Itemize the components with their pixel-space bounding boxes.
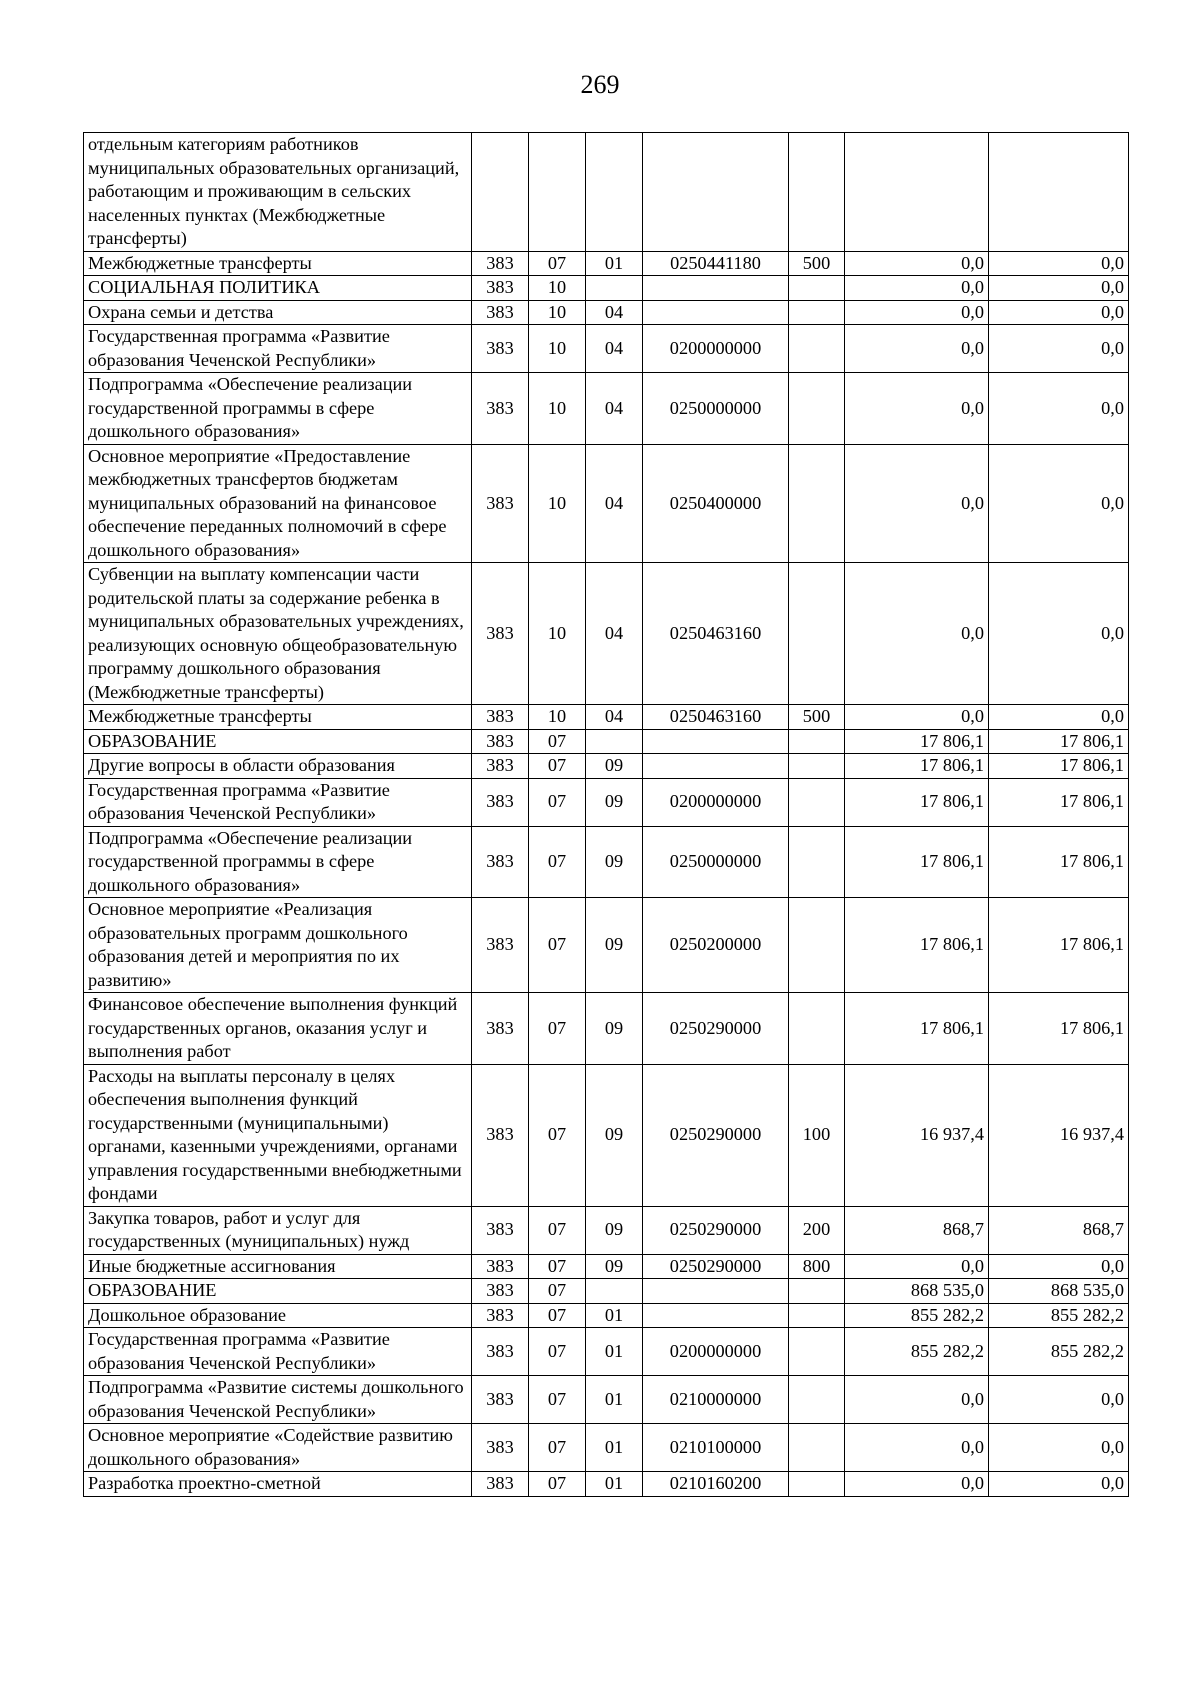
row-subsection-code: 01	[586, 1472, 643, 1497]
row-subsection-code	[586, 729, 643, 754]
row-expense-type-code	[789, 754, 845, 779]
row-amount-year-1: 17 806,1	[845, 754, 989, 779]
row-subsection-code: 04	[586, 563, 643, 705]
row-expense-type-code	[789, 444, 845, 563]
table-row	[84, 300, 1129, 325]
row-target-article-code: 0250463160	[643, 563, 789, 705]
row-subsection-code: 04	[586, 444, 643, 563]
row-amount-year-2: 16 937,4	[989, 1064, 1129, 1206]
row-section-code	[529, 133, 586, 252]
table-row	[84, 778, 1129, 826]
row-section-code: 07	[529, 1328, 586, 1376]
row-subsection-code: 01	[586, 251, 643, 276]
table-row	[84, 1376, 1129, 1424]
row-amount-year-2: 0,0	[989, 1472, 1129, 1497]
table-row	[84, 133, 1129, 252]
row-target-article-code	[643, 276, 789, 301]
table-row	[84, 754, 1129, 779]
row-section-code: 10	[529, 705, 586, 730]
row-department-code: 383	[472, 1279, 529, 1304]
row-expense-type-code	[789, 300, 845, 325]
row-amount-year-1: 0,0	[845, 1424, 989, 1472]
row-amount-year-1: 17 806,1	[845, 729, 989, 754]
row-expense-type-code	[789, 1279, 845, 1304]
row-subsection-code: 01	[586, 1376, 643, 1424]
row-expense-type-code	[789, 898, 845, 993]
row-department-code: 383	[472, 276, 529, 301]
row-department-code	[472, 133, 529, 252]
row-amount-year-2: 17 806,1	[989, 993, 1129, 1065]
row-department-code: 383	[472, 993, 529, 1065]
row-subsection-code: 09	[586, 993, 643, 1065]
row-amount-year-1: 0,0	[845, 251, 989, 276]
row-amount-year-2: 0,0	[989, 1424, 1129, 1472]
row-section-code: 10	[529, 444, 586, 563]
row-amount-year-2: 855 282,2	[989, 1328, 1129, 1376]
row-description: Основное мероприятие «Реализация образовательных программ дошкольного образования детей и мероприятия по их развитию»	[84, 898, 472, 993]
row-amount-year-2: 855 282,2	[989, 1303, 1129, 1328]
row-description: Основное мероприятие «Содействие развитию дошкольного образования»	[84, 1424, 472, 1472]
row-section-code: 07	[529, 778, 586, 826]
row-target-article-code: 0250463160	[643, 705, 789, 730]
table-row	[84, 1279, 1129, 1304]
row-amount-year-1: 0,0	[845, 1254, 989, 1279]
row-subsection-code: 09	[586, 826, 643, 898]
row-amount-year-1: 17 806,1	[845, 826, 989, 898]
row-target-article-code	[643, 300, 789, 325]
row-expense-type-code	[789, 1472, 845, 1497]
row-subsection-code: 09	[586, 754, 643, 779]
row-amount-year-2	[989, 133, 1129, 252]
row-department-code: 383	[472, 1424, 529, 1472]
row-amount-year-1: 868,7	[845, 1206, 989, 1254]
row-description: Подпрограмма «Обеспечение реализации государственной программы в сфере дошкольного образования»	[84, 826, 472, 898]
table-row	[84, 1064, 1129, 1206]
row-section-code: 07	[529, 1206, 586, 1254]
row-amount-year-1: 855 282,2	[845, 1328, 989, 1376]
row-description: Государственная программа «Развитие образования Чеченской Республики»	[84, 778, 472, 826]
row-target-article-code: 0250200000	[643, 898, 789, 993]
row-subsection-code: 04	[586, 705, 643, 730]
table-row	[84, 373, 1129, 445]
row-description: ОБРАЗОВАНИЕ	[84, 1279, 472, 1304]
row-expense-type-code	[789, 276, 845, 301]
row-section-code: 07	[529, 1254, 586, 1279]
row-description: Закупка товаров, работ и услуг для государственных (муниципальных) нужд	[84, 1206, 472, 1254]
row-amount-year-1: 0,0	[845, 300, 989, 325]
row-amount-year-2: 17 806,1	[989, 898, 1129, 993]
row-section-code: 07	[529, 754, 586, 779]
table-row	[84, 1254, 1129, 1279]
row-expense-type-code	[789, 325, 845, 373]
row-description: Дошкольное образование	[84, 1303, 472, 1328]
row-amount-year-2: 17 806,1	[989, 826, 1129, 898]
row-target-article-code	[643, 1279, 789, 1304]
row-description: Иные бюджетные ассигнования	[84, 1254, 472, 1279]
table-row	[84, 325, 1129, 373]
row-section-code: 10	[529, 276, 586, 301]
row-description: Межбюджетные трансферты	[84, 251, 472, 276]
row-department-code: 383	[472, 778, 529, 826]
row-section-code: 07	[529, 729, 586, 754]
row-section-code: 10	[529, 325, 586, 373]
row-amount-year-2: 0,0	[989, 705, 1129, 730]
row-expense-type-code: 100	[789, 1064, 845, 1206]
row-expense-type-code	[789, 993, 845, 1065]
table-row	[84, 898, 1129, 993]
row-description: Межбюджетные трансферты	[84, 705, 472, 730]
row-description: Подпрограмма «Обеспечение реализации государственной программы в сфере дошкольного образования»	[84, 373, 472, 445]
row-description: Субвенции на выплату компенсации части родительской платы за содержание ребенка в муниципальных образовательных учреждениях, реализующих основную общеобразовательную программу дошкольного образования (Межбюджетные трансферты)	[84, 563, 472, 705]
row-target-article-code: 0200000000	[643, 325, 789, 373]
row-department-code: 383	[472, 300, 529, 325]
row-expense-type-code	[789, 729, 845, 754]
row-subsection-code: 01	[586, 1328, 643, 1376]
row-amount-year-2: 0,0	[989, 1376, 1129, 1424]
row-target-article-code: 0210160200	[643, 1472, 789, 1497]
page-number: 269	[580, 70, 620, 99]
row-subsection-code: 09	[586, 1206, 643, 1254]
table-row	[84, 444, 1129, 563]
row-target-article-code: 0250400000	[643, 444, 789, 563]
row-expense-type-code	[789, 563, 845, 705]
row-subsection-code: 04	[586, 373, 643, 445]
row-subsection-code	[586, 1279, 643, 1304]
row-subsection-code: 09	[586, 1254, 643, 1279]
row-department-code: 383	[472, 1064, 529, 1206]
row-subsection-code: 09	[586, 1064, 643, 1206]
table-row	[84, 563, 1129, 705]
row-section-code: 07	[529, 1279, 586, 1304]
row-subsection-code	[586, 133, 643, 252]
table-row	[84, 1303, 1129, 1328]
row-subsection-code: 04	[586, 325, 643, 373]
row-department-code: 383	[472, 1376, 529, 1424]
row-target-article-code: 0210000000	[643, 1376, 789, 1424]
row-amount-year-1: 868 535,0	[845, 1279, 989, 1304]
row-target-article-code	[643, 133, 789, 252]
row-target-article-code: 0250000000	[643, 826, 789, 898]
row-amount-year-1: 0,0	[845, 276, 989, 301]
row-section-code: 07	[529, 1064, 586, 1206]
row-description: отдельным категориям работников муниципальных образовательных организаций, работающим и проживающим в сельских населенных пунктах (Межбюджетные трансферты)	[84, 133, 472, 252]
row-expense-type-code	[789, 133, 845, 252]
row-amount-year-1: 0,0	[845, 444, 989, 563]
row-department-code: 383	[472, 444, 529, 563]
row-description: Государственная программа «Развитие образования Чеченской Республики»	[84, 325, 472, 373]
row-section-code: 10	[529, 563, 586, 705]
row-amount-year-2: 17 806,1	[989, 754, 1129, 779]
row-amount-year-1: 0,0	[845, 705, 989, 730]
row-amount-year-1: 0,0	[845, 1472, 989, 1497]
row-target-article-code: 0250441180	[643, 251, 789, 276]
row-description: Охрана семьи и детства	[84, 300, 472, 325]
row-department-code: 383	[472, 373, 529, 445]
table-row	[84, 705, 1129, 730]
row-department-code: 383	[472, 1472, 529, 1497]
row-expense-type-code	[789, 1328, 845, 1376]
row-target-article-code	[643, 729, 789, 754]
table-row	[84, 1472, 1129, 1497]
row-target-article-code: 0210100000	[643, 1424, 789, 1472]
row-amount-year-2: 0,0	[989, 276, 1129, 301]
table-row	[84, 1328, 1129, 1376]
row-section-code: 07	[529, 1303, 586, 1328]
row-section-code: 07	[529, 1472, 586, 1497]
row-department-code: 383	[472, 325, 529, 373]
row-department-code: 383	[472, 1206, 529, 1254]
row-amount-year-2: 0,0	[989, 300, 1129, 325]
row-expense-type-code: 800	[789, 1254, 845, 1279]
row-department-code: 383	[472, 826, 529, 898]
row-amount-year-1	[845, 133, 989, 252]
row-amount-year-1: 17 806,1	[845, 778, 989, 826]
row-target-article-code: 0200000000	[643, 778, 789, 826]
row-section-code: 07	[529, 898, 586, 993]
row-amount-year-2: 17 806,1	[989, 729, 1129, 754]
row-target-article-code: 0250290000	[643, 1254, 789, 1279]
row-target-article-code: 0250290000	[643, 993, 789, 1065]
row-amount-year-2: 0,0	[989, 325, 1129, 373]
row-description: Финансовое обеспечение выполнения функций государственных органов, оказания услуг и выполнения работ	[84, 993, 472, 1065]
row-amount-year-1: 16 937,4	[845, 1064, 989, 1206]
table-row	[84, 729, 1129, 754]
row-amount-year-1: 17 806,1	[845, 993, 989, 1065]
row-amount-year-2: 0,0	[989, 251, 1129, 276]
row-section-code: 10	[529, 300, 586, 325]
row-description: Другие вопросы в области образования	[84, 754, 472, 779]
budget-table	[83, 132, 1129, 1497]
table-row	[84, 1206, 1129, 1254]
row-amount-year-2: 0,0	[989, 1254, 1129, 1279]
row-amount-year-2: 0,0	[989, 444, 1129, 563]
table-row	[84, 1424, 1129, 1472]
row-description: Разработка проектно-сметной	[84, 1472, 472, 1497]
row-subsection-code: 04	[586, 300, 643, 325]
row-amount-year-1: 0,0	[845, 1376, 989, 1424]
row-expense-type-code: 500	[789, 705, 845, 730]
table-row	[84, 276, 1129, 301]
row-expense-type-code	[789, 1424, 845, 1472]
table-row	[84, 251, 1129, 276]
row-subsection-code: 01	[586, 1424, 643, 1472]
row-expense-type-code	[789, 1303, 845, 1328]
row-target-article-code: 0200000000	[643, 1328, 789, 1376]
row-amount-year-1: 0,0	[845, 325, 989, 373]
row-subsection-code	[586, 276, 643, 301]
row-department-code: 383	[472, 729, 529, 754]
row-subsection-code: 09	[586, 898, 643, 993]
row-section-code: 07	[529, 1376, 586, 1424]
row-expense-type-code	[789, 826, 845, 898]
row-description: ОБРАЗОВАНИЕ	[84, 729, 472, 754]
table-row	[84, 826, 1129, 898]
row-description: Расходы на выплаты персоналу в целях обеспечения выполнения функций государственными (муниципальными) органами, казенными учреждениями, органами управления государственными внебюджетными фондами	[84, 1064, 472, 1206]
row-expense-type-code	[789, 778, 845, 826]
row-expense-type-code: 200	[789, 1206, 845, 1254]
row-expense-type-code	[789, 1376, 845, 1424]
table-row	[84, 993, 1129, 1065]
row-section-code: 07	[529, 1424, 586, 1472]
row-department-code: 383	[472, 1303, 529, 1328]
row-amount-year-1: 855 282,2	[845, 1303, 989, 1328]
row-target-article-code	[643, 754, 789, 779]
row-target-article-code	[643, 1303, 789, 1328]
row-target-article-code: 0250000000	[643, 373, 789, 445]
row-description: Основное мероприятие «Предоставление межбюджетных трансфертов бюджетам муниципальных образований на финансовое обеспечение переданных полномочий в сфере дошкольного образования»	[84, 444, 472, 563]
budget-table-body	[84, 133, 1129, 1497]
row-department-code: 383	[472, 705, 529, 730]
row-section-code: 07	[529, 826, 586, 898]
row-department-code: 383	[472, 563, 529, 705]
row-department-code: 383	[472, 754, 529, 779]
row-amount-year-1: 17 806,1	[845, 898, 989, 993]
row-amount-year-2: 868 535,0	[989, 1279, 1129, 1304]
row-subsection-code: 01	[586, 1303, 643, 1328]
row-subsection-code: 09	[586, 778, 643, 826]
row-amount-year-2: 17 806,1	[989, 778, 1129, 826]
row-section-code: 07	[529, 993, 586, 1065]
row-department-code: 383	[472, 251, 529, 276]
row-department-code: 383	[472, 1328, 529, 1376]
row-expense-type-code	[789, 373, 845, 445]
row-description: Государственная программа «Развитие образования Чеченской Республики»	[84, 1328, 472, 1376]
row-target-article-code: 0250290000	[643, 1206, 789, 1254]
row-amount-year-1: 0,0	[845, 373, 989, 445]
row-amount-year-2: 0,0	[989, 373, 1129, 445]
row-description: СОЦИАЛЬНАЯ ПОЛИТИКА	[84, 276, 472, 301]
row-target-article-code: 0250290000	[643, 1064, 789, 1206]
row-section-code: 10	[529, 373, 586, 445]
row-section-code: 07	[529, 251, 586, 276]
row-amount-year-2: 0,0	[989, 563, 1129, 705]
row-description: Подпрограмма «Развитие системы дошкольного образования Чеченской Республики»	[84, 1376, 472, 1424]
row-department-code: 383	[472, 1254, 529, 1279]
row-amount-year-2: 868,7	[989, 1206, 1129, 1254]
row-amount-year-1: 0,0	[845, 563, 989, 705]
row-expense-type-code: 500	[789, 251, 845, 276]
row-department-code: 383	[472, 898, 529, 993]
